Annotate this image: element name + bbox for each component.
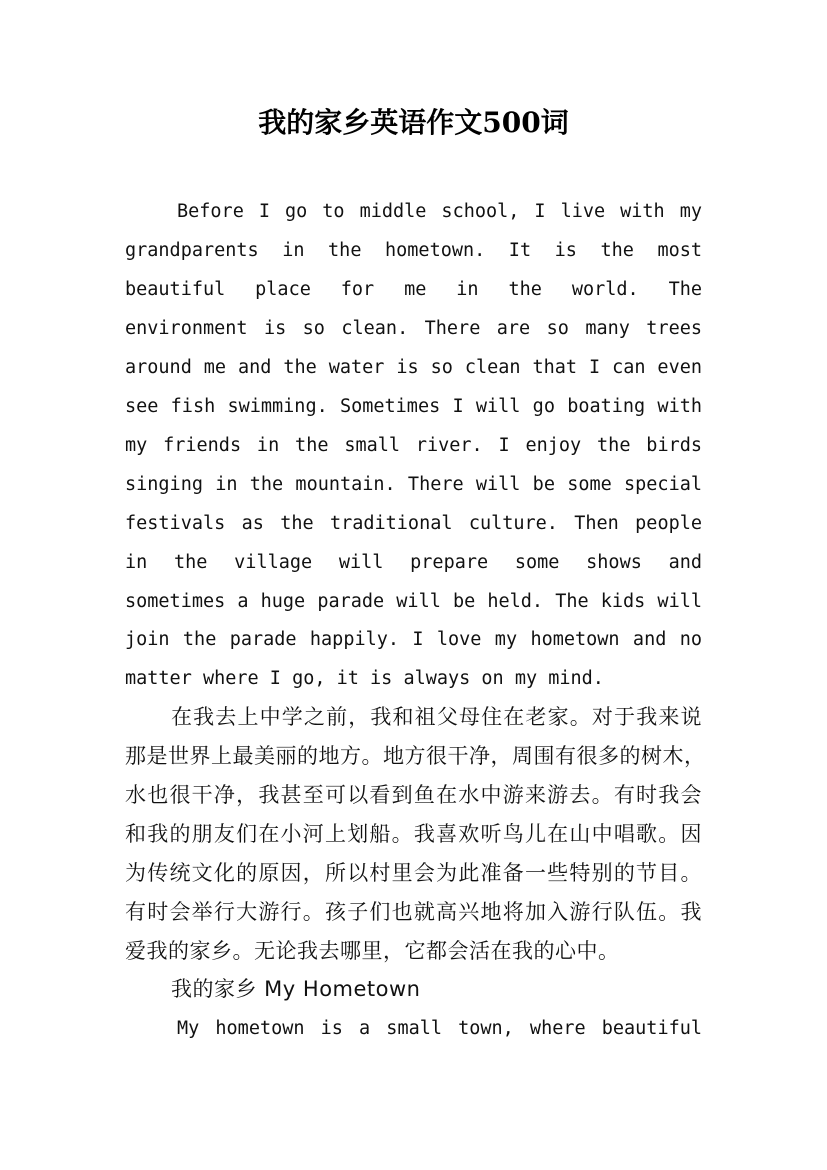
paragraph-line: singing in the mountain. There will be some special <box>125 474 702 495</box>
paragraph-line: grandparents in the hometown. It is the most <box>125 240 702 261</box>
paragraph-line: 水也很干净，我甚至可以看到鱼在水中游来游去。有时我会 <box>125 783 702 807</box>
paragraph-line: sometimes a huge parade will be held. The kids will <box>125 591 702 612</box>
paragraph-line: matter where I go, it is always on my mind. <box>125 668 604 689</box>
paragraph-line: beautiful place for me in the world. The <box>125 279 702 300</box>
paragraph-line: environment is so clean. There are so many trees <box>125 318 702 339</box>
paragraph-line: 在我去上中学之前，我和祖父母住在老家。对于我来说 <box>171 705 702 729</box>
paragraph-line: 为传统文化的原因，所以村里会为此准备一些特别的节目。 <box>125 861 702 885</box>
paragraph-line: 爱我的家乡。无论我去哪里，它都会活在我的心中。 <box>125 939 620 963</box>
paragraph-line: Before I go to middle school, I live with my <box>177 201 702 222</box>
paragraph-line: around me and the water is so clean that I can even <box>125 357 702 378</box>
paragraph-line: 那是世界上最美丽的地方。地方很干净，周围有很多的树木， <box>125 744 706 768</box>
paragraph-line: join the parade happily. I love my hometown and no <box>125 629 702 650</box>
section-heading: 我的家乡 My Hometown <box>171 977 421 1001</box>
paragraph-line: my friends in the small river. I enjoy the birds <box>125 435 702 456</box>
paragraph-line: see fish swimming. Sometimes I will go boating with <box>125 396 702 417</box>
paragraph-line: My hometown is a small town, where beautiful <box>177 1018 702 1039</box>
paragraph-line: festivals as the traditional culture. Then people <box>125 513 702 534</box>
document-title: 我的家乡英语作文500词 <box>258 106 569 139</box>
paragraph-line: 有时会举行大游行。孩子们也就高兴地将加入游行队伍。我 <box>125 900 702 924</box>
paragraph-line: in the village will prepare some shows and <box>125 552 702 573</box>
paragraph-line: 和我的朋友们在小河上划船。我喜欢听鸟儿在山中唱歌。因 <box>125 822 702 846</box>
